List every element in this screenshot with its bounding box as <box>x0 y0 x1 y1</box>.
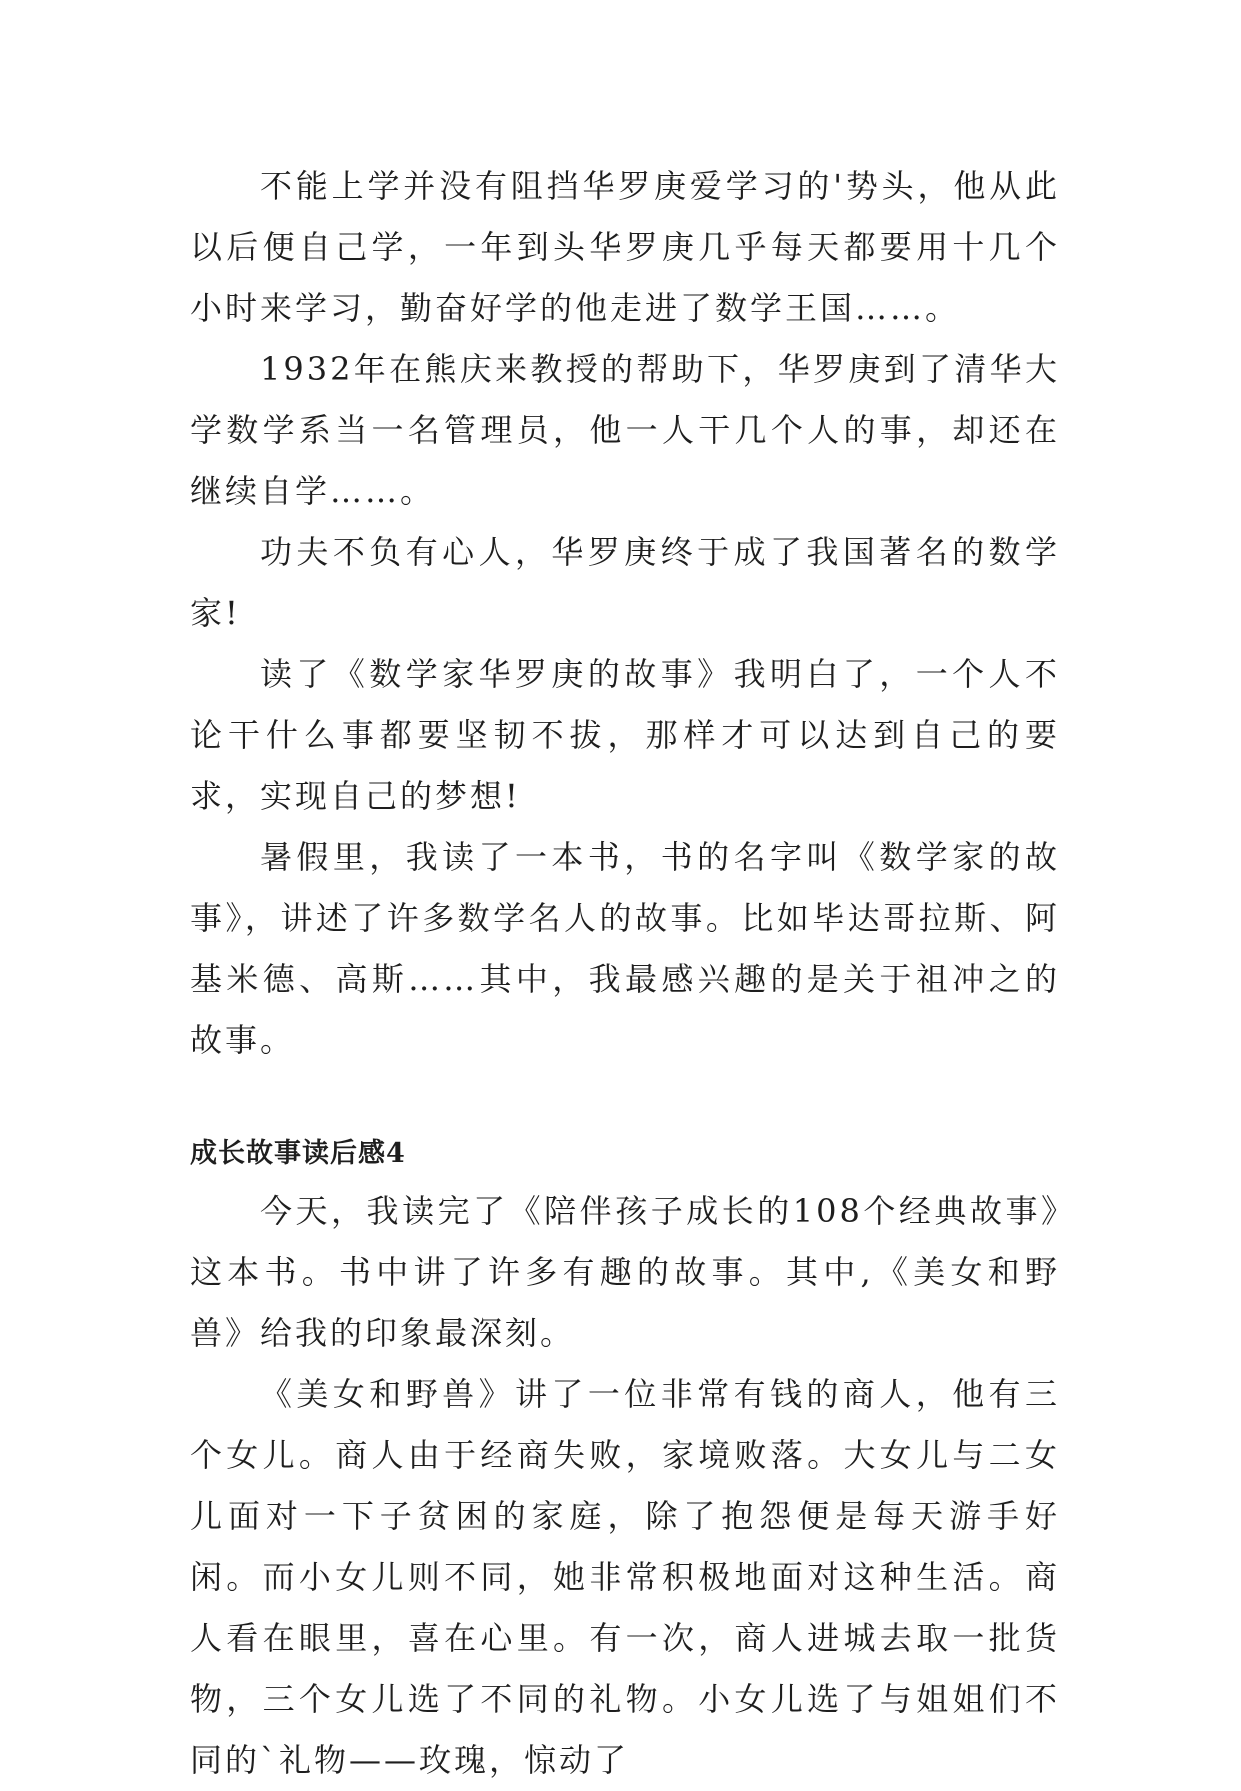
document-body <box>190 156 1060 1791</box>
section-spacer <box>190 1071 1060 1126</box>
paragraph-tsinghua-librarian: 1932年在熊庆来教授的帮助下，华罗庚到了清华大学数学系当一名管理员，他一人干几个人的事，却还在继续自学……。 <box>190 350 1060 510</box>
paragraph-hua-luogeng-self-study: 不能上学并没有阻挡华罗庚爱学习的'势头，他从此以后便自己学，一年到头华罗庚几乎每天都要用十几个小时来学习，勤奋好学的他走进了数学王国……。 <box>190 167 1060 327</box>
paragraph-famous-mathematician: 功夫不负有心人，华罗庚终于成了我国著名的数学家! <box>190 533 1060 632</box>
paragraph-book-intro: 今天，我读完了《陪伴孩子成长的108个经典故事》这本书。书中讲了许多有趣的故事。其中,《美女和野兽》给我的印象最深刻。 <box>190 1192 1060 1352</box>
section-title: 成长故事读后感4 <box>190 1138 406 1169</box>
paragraph-summer-reading: 暑假里，我读了一本书，书的名字叫《数学家的故事》，讲述了许多数学名人的故事。比如毕达哥拉斯、阿基米德、高斯……其中，我最感兴趣的是关于祖冲之的故事。 <box>190 838 1060 1059</box>
paragraph-reflection: 读了《数学家华罗庚的故事》我明白了，一个人不论干什么事都要坚韧不拔，那样才可以达到自己的要求，实现自己的梦想! <box>190 655 1060 815</box>
paragraph-beauty-and-beast: 《美女和野兽》讲了一位非常有钱的商人，他有三个女儿。商人由于经商失败，家境败落。大女儿与二女儿面对一下子贫困的家庭，除了抱怨便是每天游手好闲。而小女儿则不同，她非常积极地面对这种生活。商人看在眼里，喜在心里。有一次，商人进城去取一批货物，三个女儿选了不同的礼物。小女儿选了与姐姐们不同的`礼物——玫瑰，惊动了 <box>190 1375 1060 1779</box>
